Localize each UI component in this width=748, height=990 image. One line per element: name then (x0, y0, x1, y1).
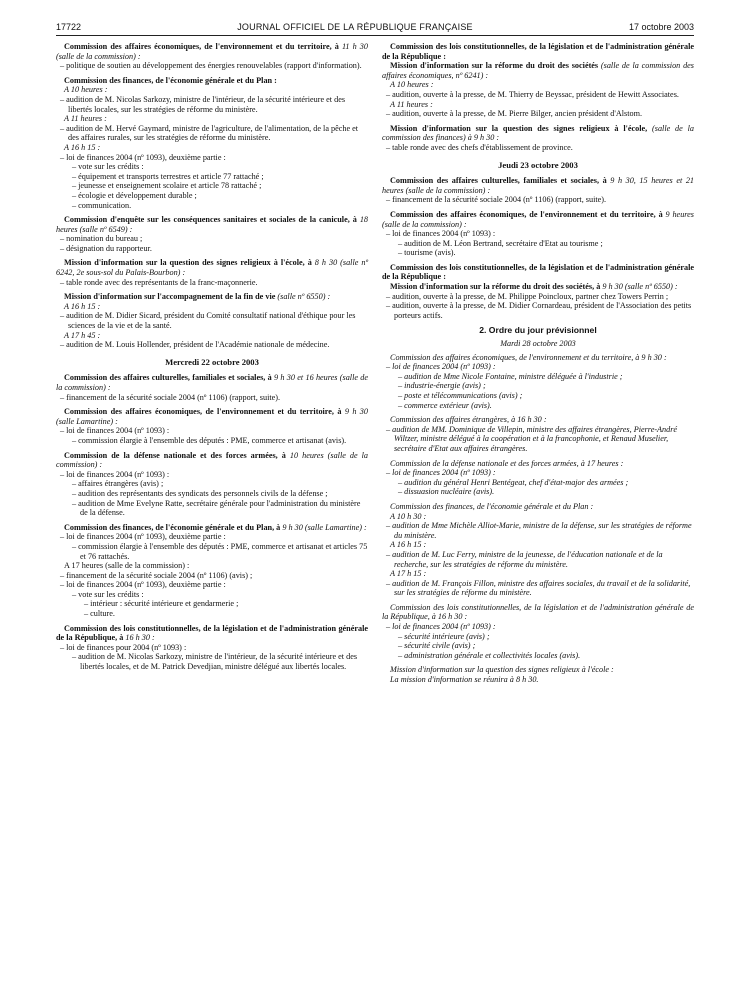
agenda-entry (382, 176, 694, 205)
agenda-entry (382, 353, 694, 411)
agenda-item: – loi de finances pour 2004 (nº 1093) : (60, 642, 187, 652)
agenda-subitem: – équipement et transports terrestres et article 77 rattaché ; (72, 171, 264, 181)
agenda-entry (56, 523, 368, 619)
agenda-subitem: – commission élargie à l'ensemble des députés : PME, commerce et artisanat (avis). (72, 435, 347, 445)
agenda-subitem: – administration générale et collectivités locales (avis). (398, 650, 581, 660)
agenda-item: – loi de finances 2004 (nº 1093) : (60, 469, 170, 479)
agenda-entry (56, 292, 368, 350)
agenda-subitem: – affaires étrangères (avis) ; (72, 479, 164, 489)
agenda-subitem: – sécurité intérieure (avis) ; (398, 631, 490, 641)
agenda-entry (382, 603, 694, 661)
entry-subheading: Mission d'information sur la réforme du droit des sociétés, à 9 h 30 (salle nº 6550) : (390, 282, 678, 292)
agenda-item: – audition, ouverte à la presse, de M. Pierre Bilger, ancien président d'Alstom. (386, 109, 643, 119)
section-heading: 2. Ordre du jour prévisionnel (479, 325, 597, 336)
session-time: A 17 heures (salle de la commission) : (64, 561, 190, 571)
entry-heading: Commission des lois constitutionnelles, de la législation et de l'administration générale de la République : (382, 42, 694, 61)
agenda-item: – audition, ouverte à la presse, de M. Philippe Poincloux, partner chez Towers Perrin ; (386, 291, 669, 301)
agenda-entry (56, 215, 368, 253)
entry-heading: Mission d'information sur l'accompagnement de la fin de vie (salle nº 6550) : (64, 292, 331, 302)
entry-heading: Commission d'enquête sur les conséquences sanitaires et sociales de la canicule, à 18 heures (salle nº 6549) : (56, 215, 368, 234)
agenda-entry (382, 415, 694, 453)
agenda-subitem: – tourisme (avis). (398, 248, 456, 258)
agenda-entry (382, 124, 694, 153)
day-heading: Jeudi 23 octobre 2003 (498, 159, 578, 170)
agenda-subitem: – vote sur les crédits : (72, 162, 144, 172)
agenda-item: – loi de finances 2004 (nº 1093) : (60, 426, 170, 436)
two-column-body (56, 42, 694, 690)
entry-heading: Commission de la défense nationale et des forces armées, à 17 heures : (390, 458, 624, 468)
agenda-subitem: – dissuasion nucléaire (avis). (398, 487, 495, 497)
agenda-item: – nomination du bureau ; (60, 234, 143, 244)
agenda-item: – audition de M. Louis Hollender, président de l'Académie nationale de médecine. (60, 340, 330, 350)
agenda-subitem: – audition de Mme Evelyne Ratte, secrétaire générale pour l'administration du ministère de la défense. (72, 498, 361, 518)
agenda-entry (56, 407, 368, 445)
day-heading: Mardi 28 octobre 2003 (500, 339, 576, 349)
entry-heading: Commission des lois constitutionnelles, de la législation et de l'administration générale de la République, à 16 h 30 : (56, 623, 368, 643)
entry-heading: Commission des finances, de l'économie générale et du Plan, à 9 h 30 (salle Lamartine) : (64, 522, 367, 532)
agenda-subitem: – intérieur : sécurité intérieure et gendarmerie ; (84, 599, 239, 609)
session-time: A 17 h 15 : (390, 569, 427, 579)
agenda-item: – loi de finances 2004 (nº 1093), deuxième partie : (60, 532, 226, 542)
agenda-item: – audition de M. Hervé Gaymard, ministre de l'agriculture, de l'alimentation, de la pêche et des affaires rurales, sur les stratégies de réforme du ministère. (60, 123, 359, 143)
agenda-entry (382, 665, 694, 684)
agenda-entry (56, 451, 368, 518)
entry-heading: Commission des affaires étrangères, à 16 h 30 : (390, 415, 547, 425)
agenda-item: – audition de MM. Dominique de Villepin, ministre des affaires étrangères, Pierre-André Wiltzer, ministre délégué à la coopération et à la francophonie, et Renaud Muselier, secrétaire d'Etat aux affaires étrangères. (386, 424, 678, 453)
running-header (56, 22, 694, 36)
journal-title: JOURNAL OFFICIEL DE LA RÉPUBLIQUE FRANÇAISE (237, 22, 473, 32)
entry-heading: Commission des finances, de l'économie générale et du Plan : (64, 75, 277, 85)
agenda-item: – audition de M. François Fillon, ministre des affaires sociales, du travail et de la solidarité, sur les stratégies de réforme du ministère. (386, 578, 691, 598)
agenda-item: – désignation du rapporteur. (60, 243, 152, 253)
agenda-item: – audition de M. Nicolas Sarkozy, ministre de l'intérieur, de la sécurité intérieure et des libertés locales, sur les stratégies de réforme du ministère. (60, 94, 346, 114)
agenda-item: – audition, ouverte à la presse, de M. Thierry de Beyssac, président de Hewitt Associates. (386, 89, 679, 99)
session-time: A 16 h 15 : (64, 142, 101, 152)
entry-heading: Commission des affaires économiques, de l'environnement et du territoire, à 9 h 30 (salle Lamartine) : (56, 407, 368, 426)
entry-heading: Mission d'information sur la question des signes religieux à l'école : (390, 665, 614, 675)
entry-heading: Mission d'information sur la question des signes religieux à l'école, à 8 h 30 (salle nº 6242, 2e sous-sol du Palais-Bourbon) : (56, 258, 368, 278)
agenda-item: – table ronde avec des représentants de la franc-maçonnerie. (60, 277, 258, 287)
right-column (382, 42, 694, 690)
agenda-subitem: – audition du général Henri Bentégeat, chef d'état-major des armées ; (398, 477, 629, 487)
agenda-item: – loi de finances 2004 (nº 1093), deuxième partie : (60, 152, 226, 162)
agenda-subitem: – sécurité civile (avis) ; (398, 641, 476, 651)
agenda-subitem: – commission élargie à l'ensemble des députés : PME, commerce et artisanat et articles 75 et 76 rattachés. (72, 541, 368, 561)
entry-subheading: Mission d'information sur la réforme du droit des sociétés (salle de la commission des affaires économiques, nº 6241) : (382, 61, 694, 80)
agenda-item: – loi de finances 2004 (nº 1093) : (386, 468, 496, 478)
agenda-subitem: – audition de M. Nicolas Sarkozy, ministre de l'intérieur, de la sécurité intérieure et des libertés locales, et de M. Patrick Devedjian, ministre délégué aux libertés locales. (72, 652, 358, 672)
agenda-subitem: – communication. (72, 200, 132, 210)
agenda-item: – financement de la sécurité sociale 2004 (nº 1106) (rapport, suite). (386, 195, 607, 205)
agenda-item: – financement de la sécurité sociale 2004 (nº 1106) (rapport, suite). (60, 392, 281, 402)
session-time: A 11 heures : (64, 114, 107, 124)
agenda-subitem: – jeunesse et enseignement scolaire et article 78 rattaché ; (72, 181, 262, 191)
agenda-item: – audition de M. Luc Ferry, ministre de la jeunesse, de l'éducation nationale et de la recherche, sur les stratégies de réforme du ministère. (386, 549, 663, 569)
entry-heading: Commission des affaires économiques, de l'environnement et du territoire, à 11 h 30 (salle de la commission) : (56, 42, 368, 61)
agenda-item: – loi de finances 2004 (nº 1093) : (386, 622, 496, 632)
issue-date: 17 octobre 2003 (628, 22, 694, 32)
agenda-subitem: – audition des représentants des syndicats des personnels civils de la défense ; (72, 488, 328, 498)
entry-heading: Commission de la défense nationale et des forces armées, à 10 heures (salle de la commission) : (56, 450, 369, 470)
agenda-item: – loi de finances 2004 (nº 1093) : (386, 229, 496, 239)
agenda-item: – financement de la sécurité sociale 2004 (nº 1106) (avis) ; (60, 570, 253, 580)
agenda-subitem: – audition de M. Léon Bertrand, secrétaire d'Etat au tourisme ; (398, 238, 603, 248)
session-time: A 10 heures : (390, 80, 434, 90)
entry-heading: Commission des affaires culturelles, familiales et sociales, à 9 h 30, 15 heures et 21 heures (salle de la commission) : (382, 176, 694, 195)
agenda-entry (56, 42, 368, 71)
agenda-subitem: – vote sur les crédits : (72, 589, 144, 599)
session-time: A 16 h 15 : (64, 301, 101, 311)
agenda-item: – audition de Mme Michèle Alliot-Marie, ministre de la défense, sur les stratégies de réforme du ministère. (386, 521, 692, 540)
agenda-entry (56, 624, 368, 672)
agenda-note: La mission d'information se réunira à 8 h 30. (390, 675, 539, 685)
agenda-subitem: – audition de Mme Nicole Fontaine, ministre déléguée à l'industrie ; (398, 371, 623, 381)
agenda-item: – loi de finances 2004 (nº 1093), deuxième partie : (60, 580, 226, 590)
day-heading: Mercredi 22 octobre 2003 (165, 356, 259, 367)
agenda-item: – audition, ouverte à la presse, de M. Didier Cornardeau, président de l'Association des petits porteurs actifs. (386, 301, 692, 320)
agenda-subitem: – commerce extérieur (avis). (398, 400, 492, 410)
entry-heading: Commission des affaires économiques, de l'environnement et du territoire, à 9 heures (salle de la commission) : (382, 209, 694, 229)
session-time: A 11 heures : (390, 99, 433, 109)
agenda-subitem: – culture. (84, 609, 115, 619)
agenda-subitem: – écologie et développement durable ; (72, 190, 197, 200)
agenda-entry (382, 502, 694, 598)
agenda-entry (382, 210, 694, 258)
page-number: 17722 (56, 22, 82, 32)
agenda-entry (382, 263, 694, 321)
agenda-entry (382, 42, 694, 119)
agenda-entry (382, 459, 694, 497)
agenda-entry (56, 373, 368, 402)
session-time: A 10 h 30 : (390, 511, 427, 521)
session-time: A 17 h 45 : (64, 330, 101, 340)
left-column (56, 42, 368, 690)
agenda-item: – loi de finances 2004 (nº 1093) : (386, 362, 496, 372)
agenda-item: – table ronde avec des chefs d'établissement de province. (386, 142, 573, 152)
entry-heading: Commission des lois constitutionnelles, de la législation et de l'administration générale de la République, à 16 h 30 : (382, 602, 694, 622)
agenda-subitem: – industrie-énergie (avis) ; (398, 381, 486, 391)
agenda-item: – politique de soutien au développement des énergies renouvelables (rapport d'information). (60, 61, 362, 71)
entry-heading: Commission des affaires culturelles, familiales et sociales, à 9 h 30 et 16 heures (salle de la commission) : (56, 373, 368, 392)
session-time: A 10 heures : (64, 85, 108, 95)
agenda-entry (56, 76, 368, 210)
entry-heading: Commission des lois constitutionnelles, de la législation et de l'administration générale de la République : (382, 262, 694, 282)
agenda-entry (56, 258, 368, 287)
agenda-item: – audition de M. Didier Sicard, président du Comité consultatif national d'éthique pour les sciences de la vie et de la santé. (60, 311, 356, 331)
entry-heading: Commission des finances, de l'économie générale et du Plan : (390, 501, 594, 511)
entry-heading: Commission des affaires économiques, de l'environnement et du territoire, à 9 h 30 : (390, 352, 667, 362)
entry-heading: Mission d'information sur la question des signes religieux à l'école, (salle de la commission des finances) à 9 h 30 : (382, 123, 694, 143)
agenda-subitem: – poste et télécommunications (avis) ; (398, 391, 523, 400)
session-time: A 16 h 15 : (390, 540, 427, 550)
